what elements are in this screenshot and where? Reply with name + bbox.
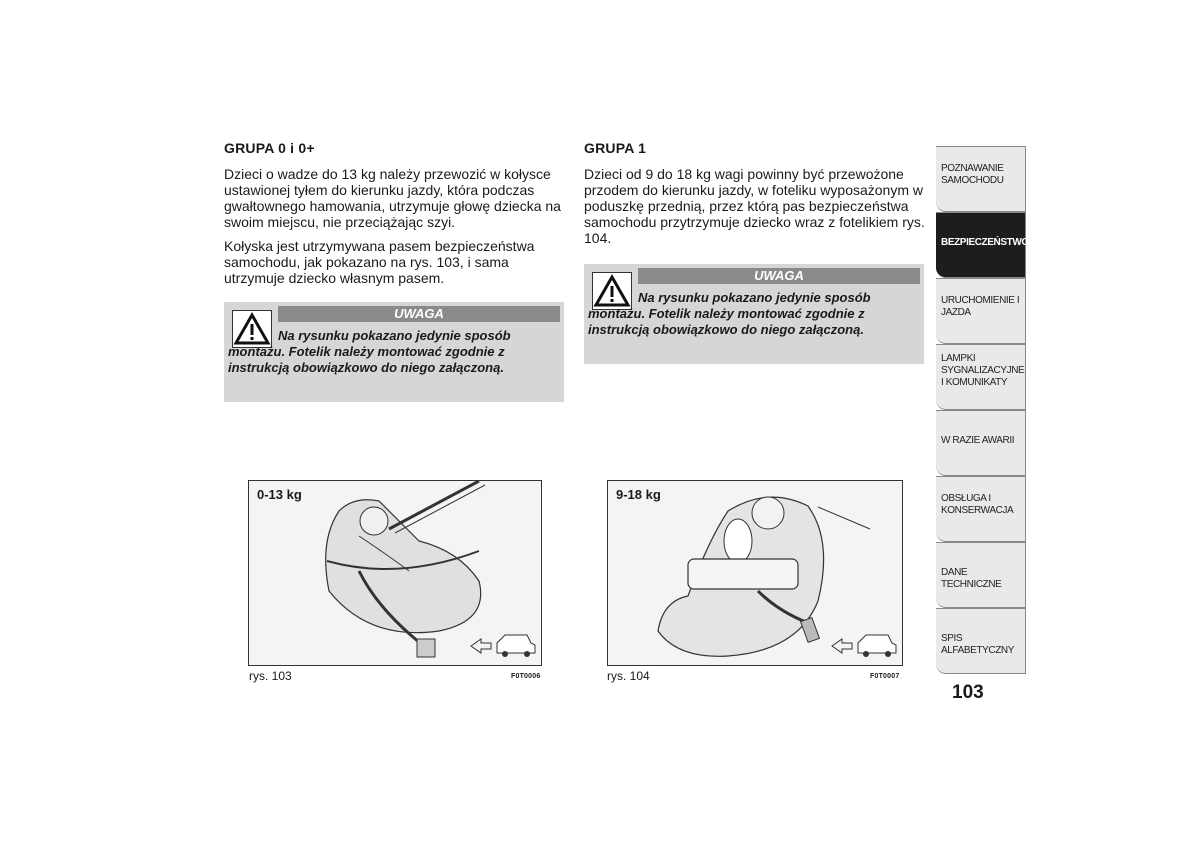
paragraph: Dzieci od 9 do 18 kg wagi powinny być przewożone przodem do kierunku jazdy, w foteliku wyposażonym w poduszkę przednią, przez którą pas bezpieczeństwa samochodu przytrzymuje dziecko wraz z fotelikiem rys. 104.: [584, 166, 925, 246]
figure-103: [248, 480, 542, 666]
figure-code: F0T0007: [870, 673, 900, 680]
car-direction-icon: [469, 631, 539, 661]
figure-weight-label: 9-18 kg: [616, 487, 661, 502]
paragraph: Dzieci o wadze do 13 kg należy przewozić w kołysce ustawionej tyłem do kierunku jazdy, która podczas gwałtownego hamowania, utrzymuje głowę dziecka na swoim miejscu, nie przeciążając szyi.: [224, 166, 561, 230]
warning-box-left: [224, 302, 564, 402]
tab-lampki-sygnalizacyjne[interactable]: LAMPKI SYGNALIZACYJNE I KOMUNIKATY: [936, 344, 1026, 410]
tab-spis-alfabetyczny[interactable]: SPIS ALFABETYCZNY: [936, 608, 1026, 674]
heading-group-0: GRUPA 0 i 0+: [224, 140, 315, 156]
tab-poznawanie-samochodu[interactable]: POZNAWANIE SAMOCHODU: [936, 146, 1026, 212]
heading-group-1: GRUPA 1: [584, 140, 647, 156]
tab-uruchomienie-i-jazda[interactable]: URUCHOMIENIE I JAZDA: [936, 278, 1026, 344]
tab-dane-techniczne[interactable]: DANE TECHNICZNE: [936, 542, 1026, 608]
figure-weight-label: 0-13 kg: [257, 487, 302, 502]
chapter-tabs: [936, 146, 1029, 674]
warning-title: UWAGA: [638, 268, 920, 284]
left-column: [224, 140, 566, 294]
figure-caption: rys. 104: [607, 669, 650, 683]
warning-text: Na rysunku pokazano jedynie sposób montażu. Fotelik należy montować zgodnie z instrukcją obowiązkowo do niego załączoną.: [588, 290, 871, 337]
warning-title: UWAGA: [278, 306, 560, 322]
tab-bezpieczenstwo[interactable]: BEZPIECZEŃSTWO: [936, 212, 1026, 278]
tab-w-razie-awarii[interactable]: W RAZIE AWARII: [936, 410, 1026, 476]
paragraph: Kołyska jest utrzymywana pasem bezpieczeństwa samochodu, jak pokazano na rys. 103, i sama utrzymuje dziecko własnym pasem.: [224, 238, 535, 286]
figure-code: F0T0006: [511, 673, 541, 680]
tab-obsluga-i-konserwacja[interactable]: OBSŁUGA I KONSERWACJA: [936, 476, 1026, 542]
figure-caption: rys. 103: [249, 669, 292, 683]
warning-text: Na rysunku pokazano jedynie sposób montażu. Fotelik należy montować zgodnie z instrukcją obowiązkowo do niego załączoną.: [228, 328, 511, 375]
figure-104: [607, 480, 903, 666]
car-direction-icon: [830, 631, 900, 661]
page-number: 103: [952, 682, 984, 703]
right-column: [584, 140, 926, 254]
warning-box-right: [584, 264, 924, 364]
